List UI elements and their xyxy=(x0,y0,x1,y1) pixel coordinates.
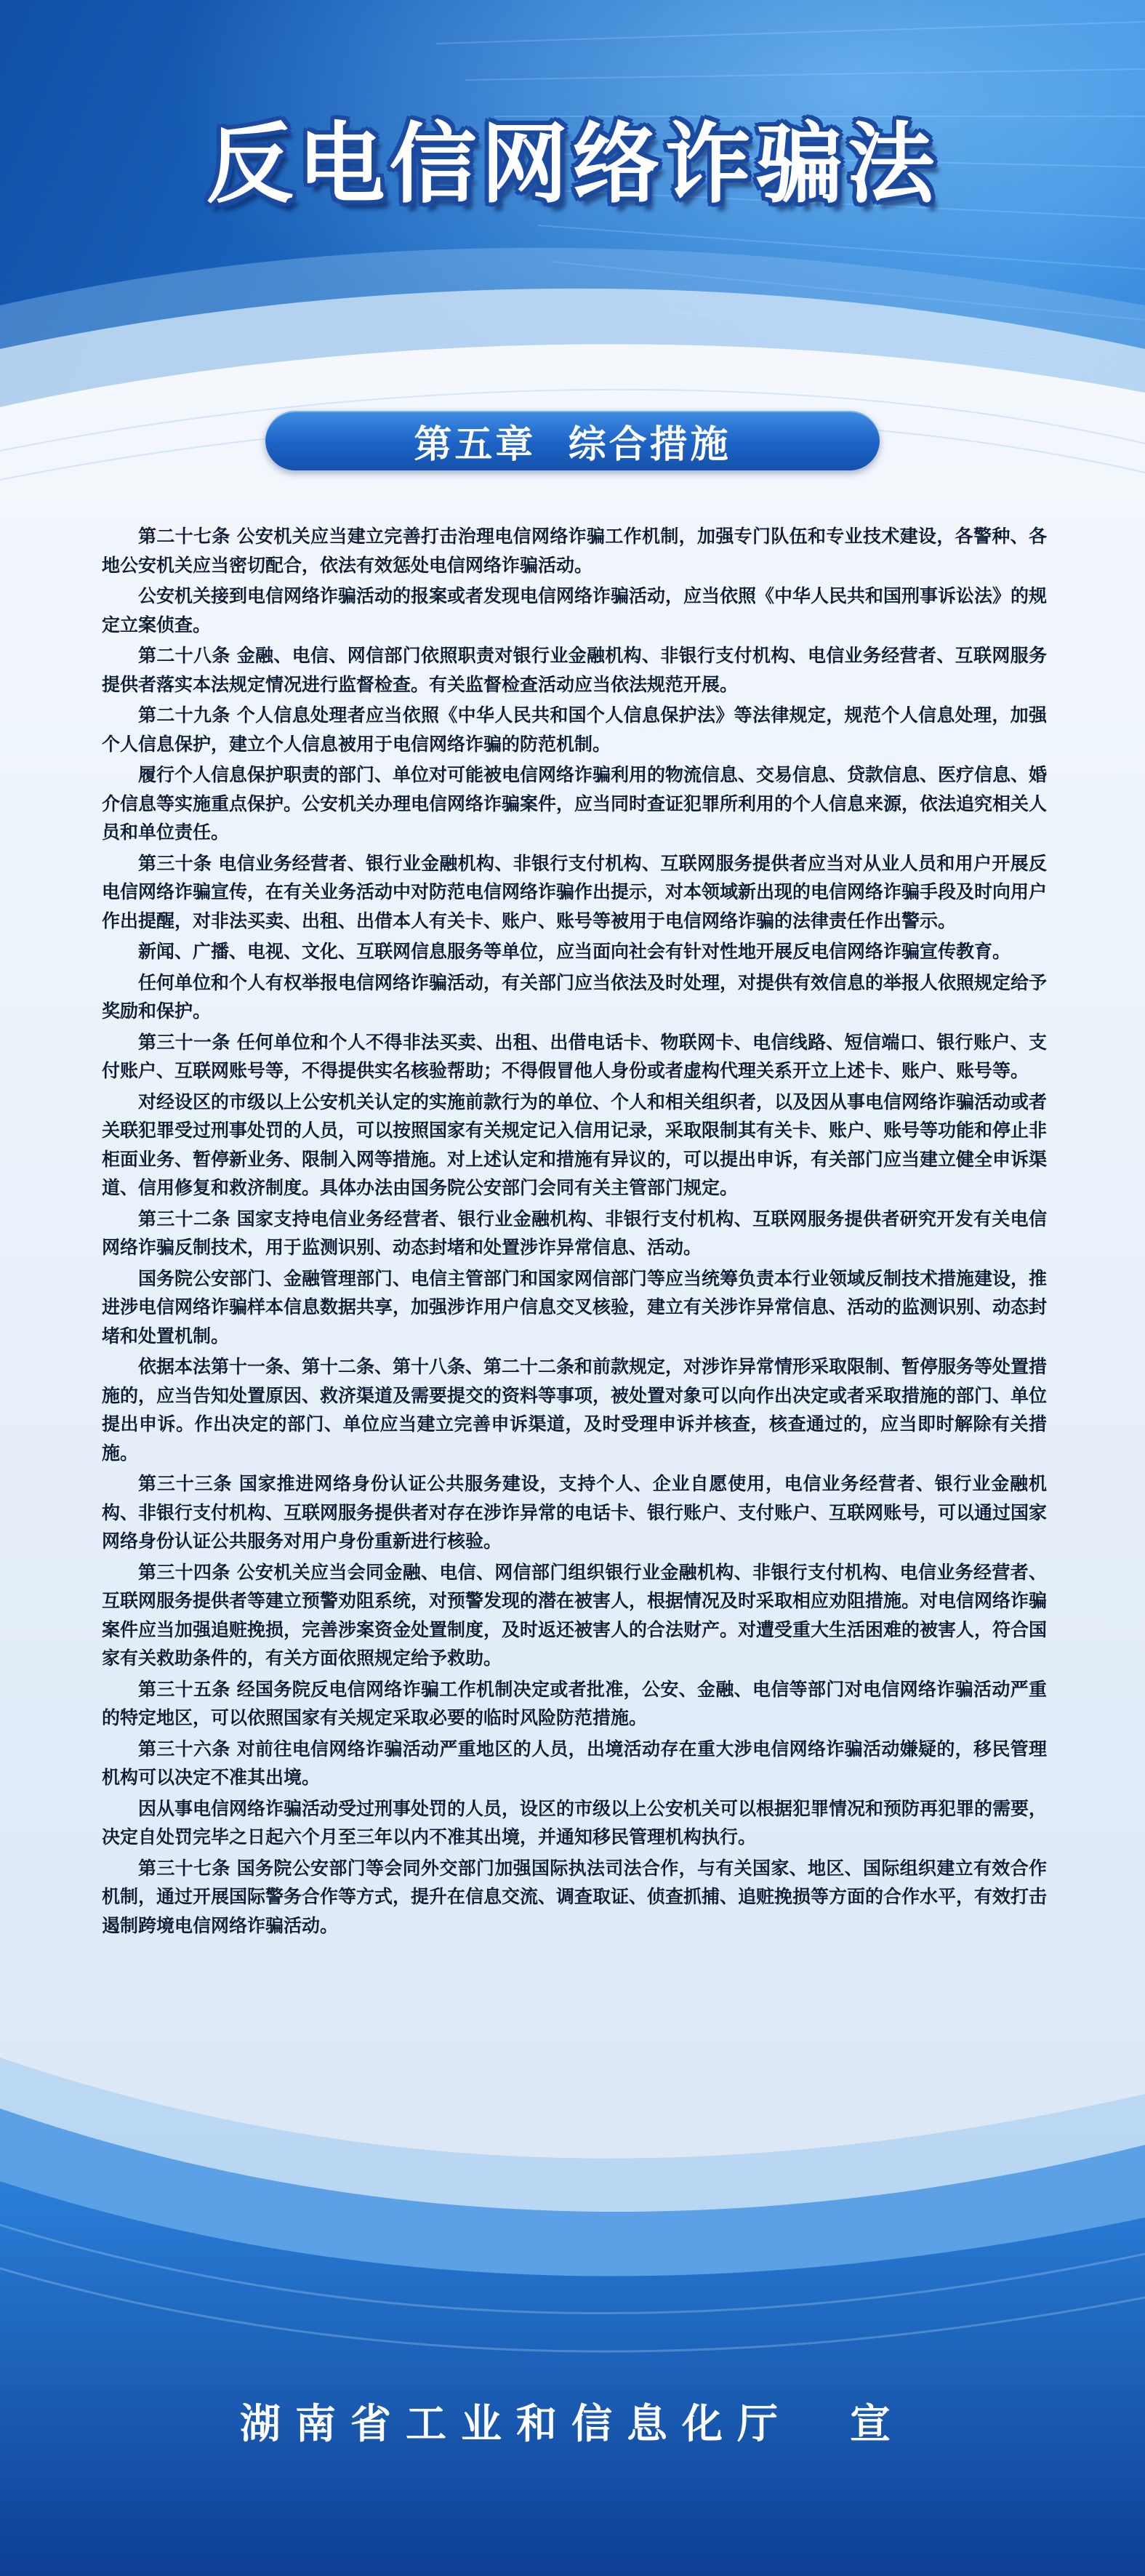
paragraph: 依据本法第十一条、第十二条、第十八条、第二十二条和前款规定，对涉诈异常情形采取限制、暂停服务等处置措施的，应当告知处置原因、救济渠道及需要提交的资料等事项，被处置对象可以向作出决定或者采取措施的部门、单位提出申诉。作出决定的部门、单位应当建立完善申诉渠道，及时受理申诉并核查，核查通过的，应当即时解除有关措施。 xyxy=(102,1356,1048,1464)
paragraph: 对经设区的市级以上公安机关认定的实施前款行为的单位、个人和相关组织者，以及因从事电信网络诈骗活动或者关联犯罪受过刑事处罚的人员，可以按照国家有关规定记入信用记录，采取限制其有关卡、账户、账号等功能和停止非柜面业务、暂停新业务、限制入网等措施。对上述认定和措施有异议的，可以提出申诉，有关部门应当建立健全申诉渠道、信用修复和救济制度。具体办法由国务院公安部门会同有关主管部门规定。 xyxy=(102,1091,1048,1198)
paragraph: 第二十八条 金融、电信、网信部门依照职责对银行业金融机构、非银行支付机构、电信业务经营者、互联网服务提供者落实本法规定情况进行监督检查。有关监督检查活动应当依法规范开展。 xyxy=(102,645,1047,695)
paragraph: 第三十二条 国家支持电信业务经营者、银行业金融机构、非银行支付机构、互联网服务提供者研究开发有关电信网络诈骗反制技术，用于监测识别、动态封堵和处置涉诈异常信息、活动。 xyxy=(102,1208,1047,1258)
paragraph: 履行个人信息保护职责的部门、单位对可能被电信网络诈骗利用的物流信息、交易信息、贷款信息、医疗信息、婚介信息等实施重点保护。公安机关办理电信网络诈骗案件，应当同时查证犯罪所利用的个人信息来源，依法追究相关人员和单位责任。 xyxy=(102,764,1048,843)
paragraph: 第三十一条 任何单位和个人不得非法买卖、出租、出借电话卡、物联网卡、电信线路、短信端口、银行账户、支付账户、互联网账号等，不得提供实名核验帮助；不得假冒他人身份或者虚构代理关系开立上述卡、账户、账号等。 xyxy=(102,1031,1047,1081)
paragraph: 公安机关接到电信网络诈骗活动的报案或者发现电信网络诈骗活动，应当依照《中华人民共和国刑事诉讼法》的规定立案侦查。 xyxy=(102,585,1048,635)
paragraph: 第二十七条 公安机关应当建立完善打击治理电信网络诈骗工作机制，加强专门队伍和专业技术建设，各警种、各地公安机关应当密切配合，依法有效惩处电信网络诈骗活动。 xyxy=(102,526,1047,576)
chapter-banner xyxy=(265,411,880,470)
paragraph: 第三十六条 对前往电信网络诈骗活动严重地区的人员，出境活动存在重大涉电信网络诈骗活动嫌疑的，移民管理机构可以决定不准其出境。 xyxy=(102,1738,1047,1788)
paragraph: 第三十七条 国务院公安部门等会同外交部门加强国际执法司法合作，与有关国家、地区、国际组织建立有效合作机制，通过开展国际警务合作等方式，提升在信息交流、调查取证、侦查抓捕、追赃挽损等方面的合作水平，有效打击遏制跨境电信网络诈骗活动。 xyxy=(102,1857,1048,1936)
paragraph: 第三十四条 公安机关应当会同金融、电信、网信部门组织银行业金融机构、非银行支付机构、电信业务经营者、互联网服务提供者等建立预警劝阻系统，对预警发现的潜在被害人，根据情况及时采取相应劝阻措施。对电信网络诈骗案件应当加强追赃挽损，完善涉案资金处置制度，及时返还被害人的合法财产。对遭受重大生活困难的被害人，符合国家有关救助条件的，有关方面依照规定给予救助。 xyxy=(102,1561,1048,1669)
paragraph: 任何单位和个人有权举报电信网络诈骗活动，有关部门应当依法及时处理，对提供有效信息的举报人依照规定给予奖励和保护。 xyxy=(102,971,1048,1022)
paragraph: 第三十条 电信业务经营者、银行业金融机构、非银行支付机构、互联网服务提供者应当对从业人员和用户开展反电信网络诈骗宣传，在有关业务活动中对防范电信网络诈骗作出提示，对本领域新出现的电信网络诈骗手段及时向用户作出提醒，对非法买卖、出租、出借本人有关卡、账户、账号等被用于电信网络诈骗的法律责任作出警示。 xyxy=(102,852,1048,931)
law-text-body xyxy=(102,522,1047,1942)
paragraph: 第三十五条 经国务院反电信网络诈骗工作机制决定或者批准，公安、金融、电信等部门对电信网络诈骗活动严重的特定地区，可以依照国家有关规定采取必要的临时风险防范措施。 xyxy=(102,1678,1047,1728)
paragraph: 因从事电信网络诈骗活动受过刑事处罚的人员，设区的市级以上公安机关可以根据犯罪情况和预防再犯罪的需要，决定自处罚完毕之日起六个月至三年以内不准其出境，并通知移民管理机构执行。 xyxy=(102,1797,1048,1847)
main-title: 反电信网络诈骗法 xyxy=(206,114,939,215)
paragraph: 新闻、广播、电视、文化、互联网信息服务等单位，应当面向社会有针对性地开展反电信网络诈骗宣传教育。 xyxy=(138,941,1011,962)
footer-publisher: 湖南省工业和信息化厅 宣 xyxy=(240,2401,905,2448)
paragraph: 第三十三条 国家推进网络身份认证公共服务建设，支持个人、企业自愿使用，电信业务经营者、银行业金融机构、非银行支付机构、互联网服务提供者对存在涉诈异常的电话卡、银行账户、支付账户、互联网账号，可以通过国家网络身份认证公共服务对用户身份重新进行核验。 xyxy=(102,1473,1048,1552)
paragraph: 第二十九条 个人信息处理者应当依照《中华人民共和国个人信息保护法》等法律规定，规范个人信息处理，加强个人信息保护，建立个人信息被用于电信网络诈骗的防范机制。 xyxy=(102,705,1047,755)
chapter-title: 第五章 综合措施 xyxy=(414,422,731,467)
paragraph: 国务院公安部门、金融管理部门、电信主管部门和国家网信部门等应当统筹负责本行业领域反制技术措施建设，推进涉电信网络诈骗样本信息数据共享，加强涉诈用户信息交叉核验，建立有关涉诈异常信息、活动的监测识别、动态封堵和处置机制。 xyxy=(102,1267,1048,1347)
